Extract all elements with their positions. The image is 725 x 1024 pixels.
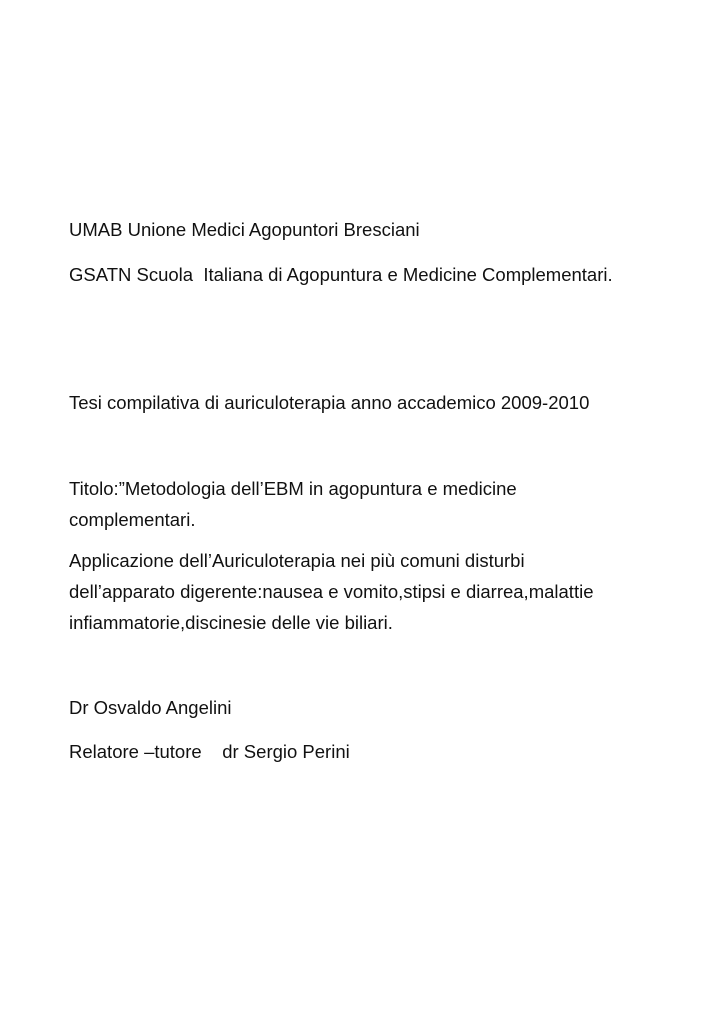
institution-gsatn: GSATN Scuola Italiana di Agopuntura e Medicine Complementari. [69,264,613,285]
author-name: Dr Osvaldo Angelini [69,697,232,718]
thesis-type: Tesi compilativa di auriculoterapia anno accademico 2009-2010 [69,392,590,413]
application-line-3: infiammatorie,discinesie delle vie biliari. [69,612,393,633]
thesis-title-line-1: Titolo:”Metodologia dell’EBM in agopuntura e medicine [69,478,517,499]
supervisor: Relatore –tutore dr Sergio Perini [69,741,350,762]
application-line-1: Applicazione dell’Auriculoterapia nei più comuni disturbi [69,550,525,571]
institution-umab: UMAB Unione Medici Agopuntori Bresciani [69,219,420,240]
application-line-2: dell’apparato digerente:nausea e vomito,stipsi e diarrea,malattie [69,581,594,602]
thesis-title-line-2: complementari. [69,509,196,530]
